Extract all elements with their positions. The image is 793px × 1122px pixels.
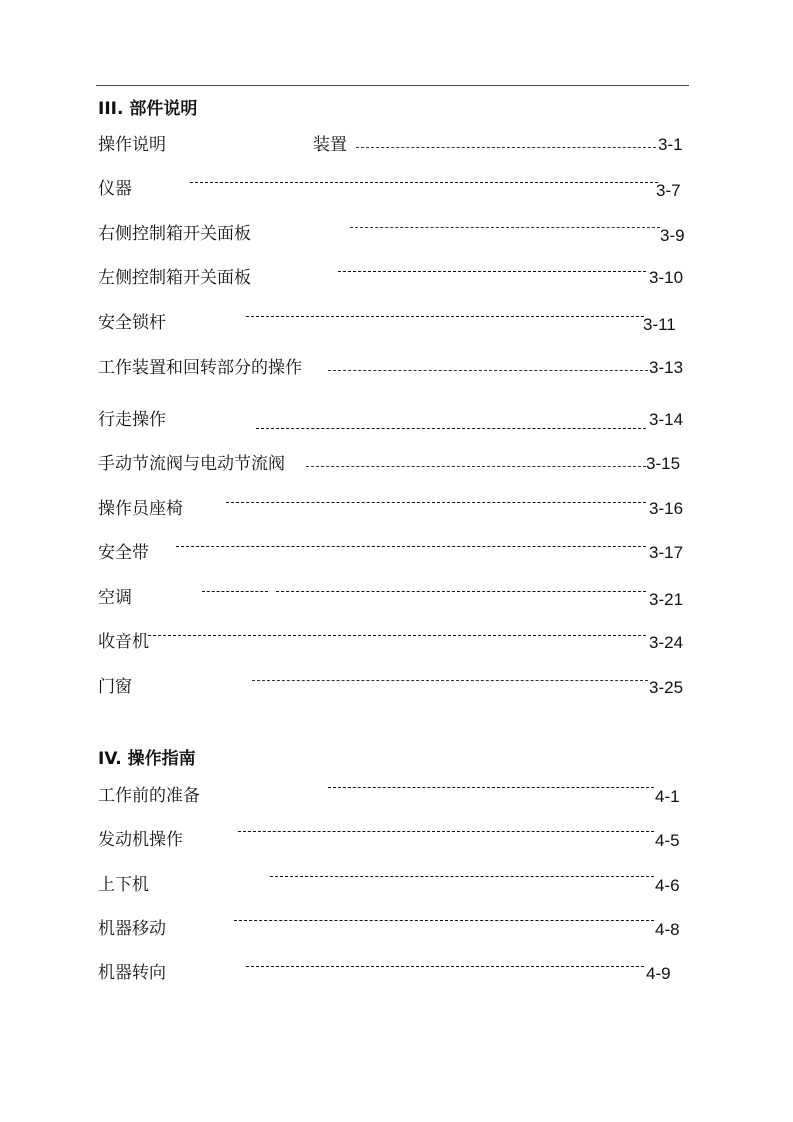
dot-leader [270,876,654,877]
section-4-title: IV. 操作指南 [98,749,196,769]
dot-leader [350,227,660,228]
toc-label: 工作前的准备 [98,786,200,806]
section-3-title: III. 部件说明 [98,99,198,119]
toc-label: 收音机 [98,632,149,652]
toc-page: 3-9 [660,226,685,245]
toc-page: 3-14 [649,410,684,429]
toc-label-extra: 装置 [313,135,347,155]
toc-page: 4-5 [655,831,680,850]
dot-leader [328,787,654,788]
toc-label: 上下机 [98,875,149,895]
toc-entry[interactable] [98,223,793,245]
toc-entry[interactable] [98,134,793,156]
toc-label: 发动机操作 [98,830,183,850]
toc-entry[interactable] [98,542,793,564]
toc-label: 右侧控制箱开关面板 [98,224,251,244]
dot-leader [190,182,658,183]
dot-leader [148,635,646,636]
toc-page: 3-15 [646,454,681,473]
toc-page: 3-25 [649,678,684,697]
toc-label: 安全带 [98,543,149,563]
toc-page: 3-13 [649,358,684,377]
dot-leader [338,271,646,272]
dot-leader [356,147,656,148]
toc-label: 仪器 [98,179,132,199]
dot-leader [256,428,646,429]
header-rule [96,85,689,86]
toc-page: 3-1 [658,135,683,154]
toc-entry[interactable] [98,312,793,334]
dot-leader [202,591,268,592]
toc-entry[interactable] [98,178,793,200]
toc-label: 操作员座椅 [98,499,183,519]
dot-leader [306,466,646,467]
toc-entry[interactable] [98,498,793,520]
toc-page: 3-16 [649,499,684,518]
toc-label: 机器移动 [98,919,166,939]
toc-page: 3-24 [649,633,684,652]
toc-page: 3-11 [643,315,676,334]
dot-leader [238,831,654,832]
toc-label: 行走操作 [98,410,166,430]
toc-page: 4-6 [655,876,680,895]
dot-leader [276,591,646,592]
toc-page: 3-10 [649,268,684,287]
toc-entry[interactable] [98,267,793,289]
toc-page: 4-1 [655,787,680,806]
toc-label: 操作说明 [98,135,166,155]
dot-leader [226,502,646,503]
toc-entry[interactable] [98,918,793,940]
toc-page: 3-17 [649,543,684,562]
toc-label: 安全锁杆 [98,313,166,333]
toc-label: 机器转向 [98,963,166,983]
toc-entry[interactable] [98,785,793,807]
toc-entry[interactable] [98,829,793,851]
toc-entry[interactable] [98,587,793,609]
toc-label: 手动节流阀与电动节流阀 [98,454,285,474]
toc-label: 左侧控制箱开关面板 [98,268,251,288]
toc-entry[interactable] [98,409,793,431]
toc-page: 4-8 [655,920,680,939]
dot-leader [246,316,644,317]
toc-label: 空调 [98,588,132,608]
toc-entry[interactable] [98,357,793,379]
toc-entry[interactable] [98,631,793,653]
toc-entry[interactable] [98,874,793,896]
toc-label: 工作装置和回转部分的操作 [98,358,302,378]
toc-page: 4-9 [646,964,671,983]
dot-leader [328,370,648,371]
dot-leader [234,920,654,921]
toc-page: 3-21 [649,590,684,609]
toc-entry[interactable] [98,453,793,475]
toc-entry[interactable] [98,676,793,698]
toc-label: 门窗 [98,677,132,697]
dot-leader [176,546,646,547]
dot-leader [252,680,648,681]
dot-leader [246,966,644,967]
toc-entry[interactable] [98,962,793,984]
toc-page: 3-7 [656,181,681,200]
